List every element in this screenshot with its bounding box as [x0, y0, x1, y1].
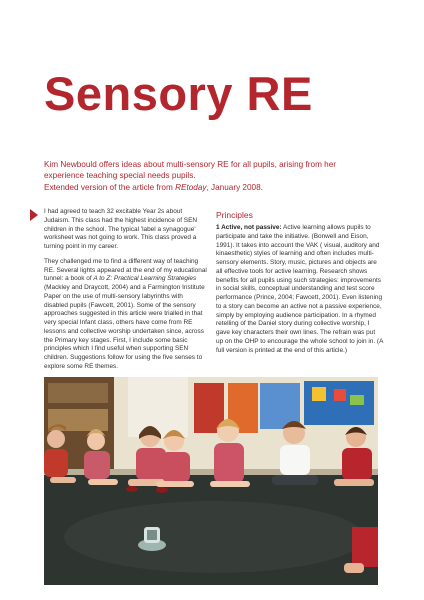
principle-1-lead: 1 Active, not passive:: [216, 224, 282, 231]
extended-prefix: Extended version of the article from: [44, 183, 176, 192]
classroom-photo-illustration: [44, 377, 378, 585]
extended-suffix: , January 2008.: [206, 183, 263, 192]
body-paragraph-1: I had agreed to teach 32 excitable Year 2s about Judaism. This class had the highest incidence of SEN children in the school. The typical 'label a synagogue' worksheet was not going to work. This class proved a turning point in my career.: [44, 208, 198, 250]
article-intro: Kim Newbould offers ideas about multi-sensory RE for all pupils, arising from her experience teaching special needs pupils.: [44, 160, 336, 180]
left-column: [44, 208, 208, 378]
body-paragraph-2: [44, 258, 208, 372]
section-marker-triangle-icon: [30, 209, 38, 221]
principles-heading: Principles: [216, 210, 253, 220]
book-title: A to Z: Practical Learning Strategies: [93, 275, 197, 283]
extended-version-note: [44, 182, 374, 193]
principle-1-paragraph: [216, 224, 384, 355]
principle-1-body: Active learning allows pupils to participate and take the initiative. (Bonwell and Eison, 1991). It takes into account the VAK ( visual, auditory and kinaesthetic) styles of learning and often includes multi-sensory elements. Story, music, pictures and objects are all effective tools for active learning. Research shows benefits for all pupils using such strategies: improvements in social skills, conceptual understanding and test score performance (Prince, 2004; Fawcett, 2001). Even listening to a story can become an active not a passive experience, simply by employing audience participation. In a rhymed retelling of the Daniel story during collective worship, I gave key characters their own lines. The refrain was put up on the OHP to encourage the whole school to join in. (A full version is printed at the end of this article.): [216, 224, 384, 354]
classroom-photo: [44, 377, 378, 585]
right-column: [216, 210, 384, 361]
article-title: Sensory RE: [44, 67, 313, 120]
source-magazine-name: REtoday: [175, 183, 207, 192]
para2-text-b: (Mackley and Draycott, 2004) and a Farmington Institute Paper on the use of multi-sensory labyrinths with disabled pupils (Fawcett, 2001). Some of the sensory approaches suggested in this article were trialled in that very special Infant class, others have come from RE lessons and collective worship undertaken since, across the Primary key stages. First, I include some basic principles which I find useful when supporting SEN children. Suggestions follow for using the five senses to explore some RE themes.: [44, 284, 205, 370]
para2-text-a: They challenged me to find a different way of teaching RE. Several lights appeared at the end of my educational tunnel: a book of: [44, 257, 207, 283]
